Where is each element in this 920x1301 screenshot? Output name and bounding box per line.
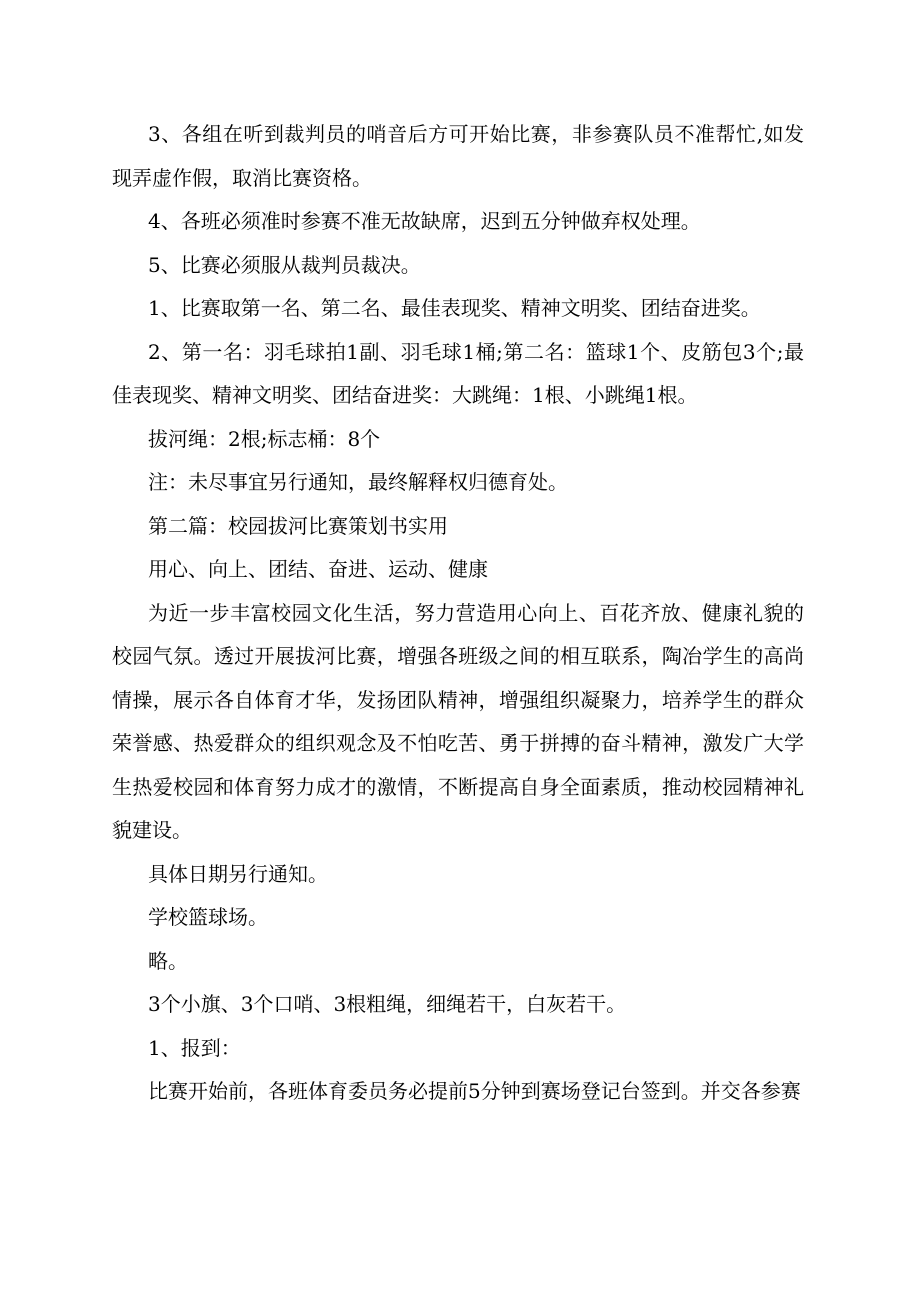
paragraph-omitted: 略。 [148,948,188,973]
paragraph-registration: 比赛开始前，各班体育委员务必提前5分钟到赛场登记台签到。并交各参赛 [148,1079,801,1103]
paragraph-theme: 用心、向上、团结、奋进、运动、健康 [148,557,488,581]
paragraph-rule-5: 5、比赛必须服从裁判员裁决。 [148,252,421,277]
paragraph-rule-4: 4、各班必须准时参赛不准无故缺席，迟到五分钟做弃权处理。 [148,209,701,233]
paragraph-venue: 学校篮球场。 [148,905,268,929]
paragraph-rule-3: 3、各组在听到裁判员的哨音后方可开始比赛，非参赛队员不准帮忙,如发现弄虚作假，取消比赛资格。 [112,122,804,190]
section-heading: 第二篇：校园拔河比赛策划书实用 [148,513,448,538]
paragraph-awards-1: 1、比赛取第一名、第二名、最佳表现奖、精神文明奖、团结奋进奖。 [148,296,761,320]
paragraph-note: 注：未尽事宜另行通知，最终解释权归德育处。 [148,470,568,494]
paragraph-date: 具体日期另行通知。 [148,861,328,886]
paragraph-registration-heading: 1、报到： [148,1035,241,1060]
document-body [112,113,804,1114]
paragraph-awards-2: 2、第一名：羽毛球拍1副、羽毛球1桶;第二名：篮球1个、皮筋包3个;最佳表现奖、精神文明奖、团结奋进奖：大跳绳：1根、小跳绳1根。 [112,339,804,407]
paragraph-equipment: 拔河绳：2根;标志桶：8个 [148,426,381,451]
paragraph-purpose: 为近一步丰富校园文化生活，努力营造用心向上、百花齐放、健康礼貌的校园气氛。透过开展拔河比赛，增强各班级之间的相互联系，陶冶学生的高尚情操，展示各自体育才华，发扬团队精神，增强组织凝聚力，培养学生的群众荣誉感、热爱群众的组织观念及不怕吃苦、勇于拼搏的奋斗精神，激发广大学生热爱校园和体育努力成才的激情，不断提高自身全面素质，推动校园精神礼貌建设。 [112,600,804,842]
paragraph-materials: 3个小旗、3个口哨、3根粗绳，细绳若干，白灰若干。 [148,992,627,1016]
